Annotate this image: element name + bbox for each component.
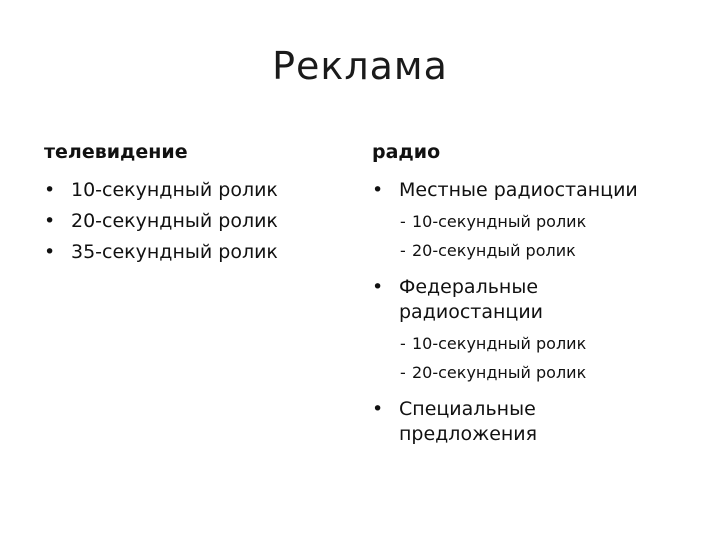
radio-list bbox=[372, 397, 692, 447]
sub-list-item bbox=[372, 329, 692, 358]
bullet-icon: • bbox=[372, 276, 384, 298]
dash-icon: - bbox=[400, 212, 406, 231]
list-item-label: 35-секундный ролик bbox=[71, 241, 278, 263]
list-item bbox=[372, 178, 692, 203]
sub-item-label: 20-секундый ролик bbox=[412, 241, 576, 260]
bullet-icon: • bbox=[44, 210, 56, 232]
radio-list bbox=[372, 275, 692, 325]
sub-list-item bbox=[372, 358, 692, 387]
sub-list bbox=[372, 329, 692, 387]
sub-list-item bbox=[372, 236, 692, 265]
bullet-icon: • bbox=[372, 398, 384, 420]
television-column bbox=[44, 140, 344, 271]
radio-heading: радио bbox=[372, 141, 441, 163]
dash-icon: - bbox=[400, 241, 406, 260]
list-item bbox=[44, 178, 344, 203]
television-list bbox=[44, 178, 344, 265]
dash-icon: - bbox=[400, 334, 406, 353]
list-item-label-line1: Специальные bbox=[399, 398, 536, 420]
list-item-label-line1: Федеральные bbox=[399, 276, 539, 298]
slide-title: Реклама bbox=[272, 44, 448, 88]
list-item-label-line2: предложения bbox=[399, 423, 538, 445]
sub-item-label: 10-секундный ролик bbox=[412, 212, 587, 231]
bullet-icon: • bbox=[44, 179, 56, 201]
list-item-label-line2: радиостанции bbox=[399, 301, 544, 323]
list-item bbox=[44, 209, 344, 234]
bullet-icon: • bbox=[44, 241, 56, 263]
list-item-label: 20-секундный ролик bbox=[71, 210, 278, 232]
list-item bbox=[372, 397, 692, 447]
radio-column bbox=[372, 140, 692, 447]
dash-icon: - bbox=[400, 363, 406, 382]
list-item-label: Местные радиостанции bbox=[399, 179, 638, 201]
bullet-icon: • bbox=[372, 179, 384, 201]
list-item-label: 10-секундный ролик bbox=[71, 179, 278, 201]
sub-list bbox=[372, 207, 692, 265]
sub-list-item bbox=[372, 207, 692, 236]
television-heading: телевидение bbox=[44, 141, 188, 163]
radio-list bbox=[372, 178, 692, 203]
list-item bbox=[44, 240, 344, 265]
sub-item-label: 10-секундный ролик bbox=[412, 334, 587, 353]
list-item bbox=[372, 275, 692, 325]
sub-item-label: 20-секундный ролик bbox=[412, 363, 587, 382]
